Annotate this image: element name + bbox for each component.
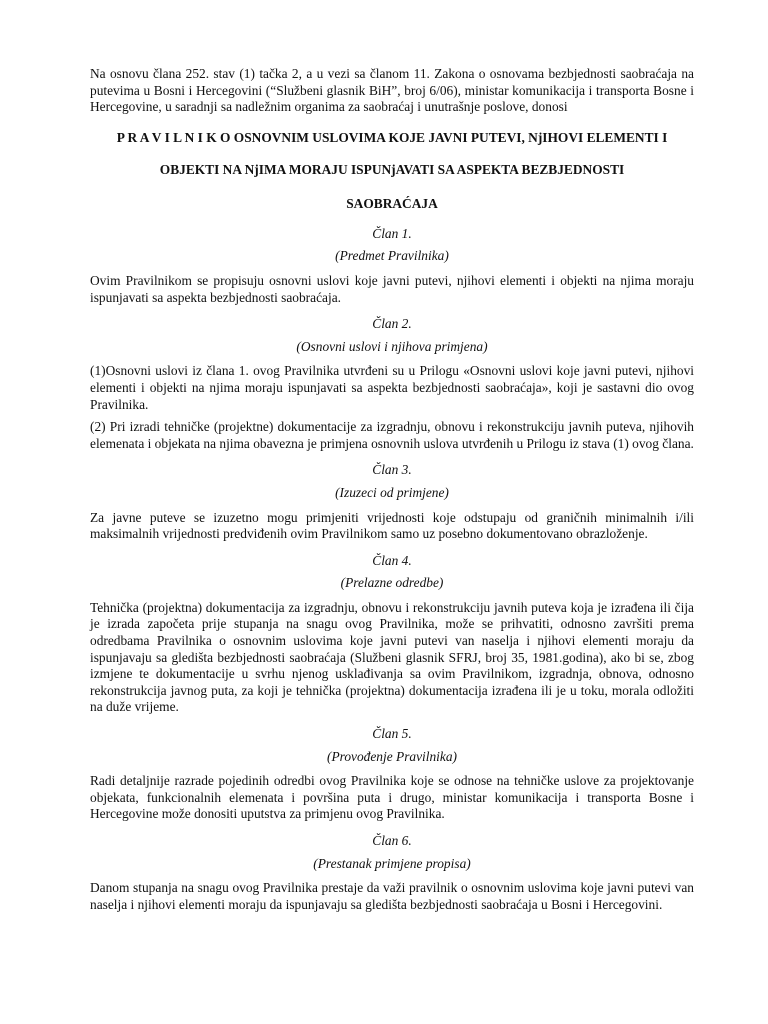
article-3-number: Član 3.	[372, 462, 412, 478]
article-5-heading: (Provođenje Pravilnika)	[326, 748, 458, 764]
article-4-number: Član 4.	[372, 552, 412, 568]
article-2-paragraph-1: (1)Osnovni uslovi iz člana 1. ovog Pravilnika utvrđeni su u Prilogu «Osnovni uslovi koje javni putevi, njihovi elementi i objekti na njima moraju ispunjavati sa aspekta bezbjednosti saobraćaja», koji je sastavni dio ovog Pravilnika.	[90, 363, 694, 412]
article-6-paragraph-1: Danom stupanja na snagu ovog Pravilnika prestaje da važi pravilnik o osnovnim uslovima koje javni putevi van naselja i njihovi elementi moraju da ispunjavaju sa gledišta bezbjednosti saobraćaja u Bosni i Hercegovini.	[90, 880, 694, 912]
document-body	[90, 66, 694, 913]
article-6-heading: (Prestanak primjene propisa)	[313, 855, 471, 871]
article-3-paragraph-1: Za javne puteve se izuzetno mogu primjeniti vrijednosti koje odstupaju od graničnih minimalnih i/ili maksimalnih vrijednosti predviđenih ovim Pravilnikom samo uz posebno dokumentovano obrazloženje.	[90, 509, 694, 542]
document-title-line-3: SAOBRAĆAJA	[346, 195, 438, 211]
article-5-paragraph-1: Radi detaljnije razrade pojedinih odredbi ovog Pravilnika koje se odnose na tehničke uslove za projektovanje objekata, funkcionalnih elemenata i površina puta i drugo, ministar komunikacija i transporta Bosne i Hercegovine može donositi uputstva za primjenu ovog Pravilnika.	[90, 773, 694, 822]
article-4-paragraph-1: Tehnička (projektna) dokumentacija za izgradnju, obnovu i rekonstrukciju javnih puteva koja je izrađena ili čija je izrada započeta prije stupanja na snagu ovog Pravilnika, može se prihvatiti, odnosno završiti prema odredbama Pravilnika o osnovnim uslovima koje javni putevi van naselja i njihovi elementi moraju da ispunjavaju sa gledišta bezbjednosti saobraćaja (Službeni glasnik SFRJ, broj 35, 1981.godina), ako bi se, zbog izmjene te dokumentacije u svrhu njenog usklađivanja sa ovim Pravilnikom, izgradnja, obnova, odnosno rekonstrukcija javnog puta, za koji je tehnička (projektna) dokumentacija izrađena ili je u toku, morala odložiti na duže vrijeme.	[90, 599, 694, 715]
article-1-heading: (Predmet Pravilnika)	[335, 248, 449, 264]
article-5-number: Član 5.	[372, 726, 412, 742]
article-3-heading: (Izuzeci od primjene)	[335, 484, 449, 500]
article-2-paragraph-2: (2) Pri izradi tehničke (projektne) dokumentacije za izgradnju, obnovu i rekonstrukciju javnih puteva, njihovih elemenata i objekata na njima obavezna je primjena osnovnih uslova utvrđenih u Prilogu iz stava (1) ovog člana.	[90, 419, 694, 451]
article-4-heading: (Prelazne odredbe)	[340, 575, 444, 591]
article-2-number: Član 2.	[372, 316, 412, 332]
title-rest: O OSNOVNIM USLOVIMA KOJE JAVNI PUTEVI, NjIHOVI ELEMENTI I	[216, 129, 668, 145]
title-spaced-word: P R A V I L N I K	[116, 129, 217, 145]
article-1-paragraph-1: Ovim Pravilnikom se propisuju osnovni uslovi koje javni putevi, njihovi elementi i objekti na njima moraju ispunjavati sa aspekta bezbjednosti saobraćaja.	[90, 272, 694, 305]
article-2-heading: (Osnovni uslovi i njihova primjena)	[296, 338, 488, 354]
article-1-number: Član 1.	[372, 225, 412, 241]
preamble: Na osnovu člana 252. stav (1) tačka 2, a u vezi sa članom 11. Zakona o osnovama bezbjednosti saobraćaja na putevima u Bosni i Hercegovini (“Službeni glasnik BiH”, broj 6/06), ministar komunikacija i transporta Bosne i Hercegovine, u saradnji sa nadležnim organima za saobraćaj i unutrašnje poslove, donosi	[90, 66, 694, 115]
document-title-line-1	[90, 130, 694, 146]
document-title-line-2: OBJEKTI NA NjIMA MORAJU ISPUNjAVATI SA ASPEKTA BEZBJEDNOSTI	[159, 161, 625, 177]
article-6-number: Član 6.	[372, 833, 412, 848]
